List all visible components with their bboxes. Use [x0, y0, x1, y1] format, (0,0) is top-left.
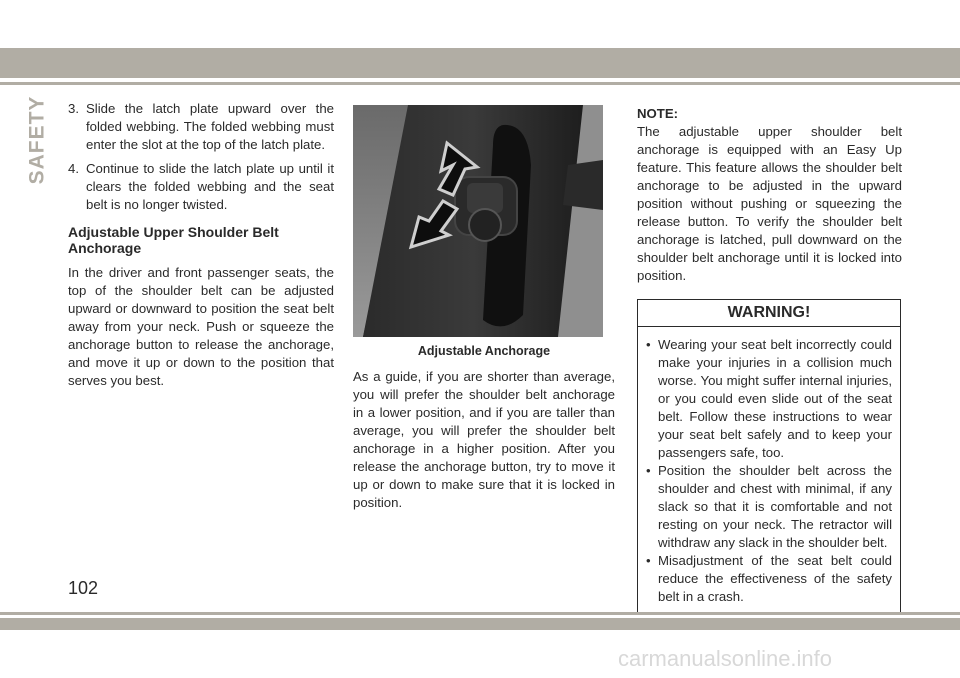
- step-text: Continue to slide the latch plate up until it clears the folded webbing and the seat belt is no longer twisted.: [86, 161, 334, 212]
- column-right: [637, 105, 902, 615]
- intro-paragraph: In the driver and front passenger seats, the top of the shoulder belt can be adjusted upward or downward to position the seat belt away from your neck. Push or squeeze the anchorage button to release the anchorage, and move it up or down to the position that serves you best.: [68, 265, 334, 388]
- footer-band: [0, 618, 960, 630]
- warning-item: [646, 552, 892, 606]
- step-number: 3.: [68, 101, 79, 116]
- step-number: 4.: [68, 161, 79, 176]
- column-left: [68, 100, 334, 390]
- section-tab: [25, 95, 48, 185]
- section-heading: Adjustable Upper Shoulder Belt Anchorage: [68, 224, 279, 256]
- column-middle: [353, 105, 615, 512]
- warning-item-text: Position the shoulder belt across the shoulder and chest with minimal, if any slack so that it is comfortable and not resting on your neck. The retractor will withdraw any slack in the shoulder belt.: [658, 463, 892, 550]
- header-band: [0, 48, 960, 78]
- anchorage-illustration: [353, 105, 603, 337]
- warning-item: [646, 462, 892, 552]
- bullet-icon: •: [646, 337, 651, 352]
- figure-caption: Adjustable Anchorage: [417, 344, 551, 358]
- watermark: carmanualsonline.info: [618, 646, 833, 671]
- footer-rule: [0, 612, 960, 615]
- bullet-icon: •: [646, 463, 651, 478]
- warning-title: WARNING!: [638, 300, 900, 327]
- step-item: [68, 100, 334, 154]
- warning-item-text: Misadjustment of the seat belt could reduce the effectiveness of the safety belt in a crash.: [658, 553, 892, 604]
- bullet-icon: •: [646, 553, 651, 568]
- guide-paragraph: As a guide, if you are shorter than average, you will prefer the shoulder belt anchorage in a lower position, and if you are taller than average, you will prefer the shoulder belt anchorage in a higher position. After you release the anchorage button, try to move it up or down to make sure that it is locked in position.: [353, 369, 615, 510]
- note-label: NOTE:: [637, 106, 679, 121]
- section-tab-label: SAFETY: [25, 95, 48, 185]
- warning-list: [638, 327, 900, 614]
- anchorage-figure: [353, 105, 603, 337]
- step-item: [68, 160, 334, 214]
- warning-item: [646, 336, 892, 462]
- step-text: Slide the latch plate upward over the folded webbing. The folded webbing must enter the slot at the top of the latch plate.: [86, 101, 334, 152]
- warning-item-text: Wearing your seat belt incorrectly could make your injuries in a collision much worse. You might suffer internal injuries, or you could even slide out of the seat belt. Follow these instructions to wear your seat belt safely and to keep your passengers safe, too.: [658, 337, 892, 460]
- header-rule: [0, 82, 960, 85]
- note-text: The adjustable upper shoulder belt anchorage is equipped with an Easy Up feature. This feature allows the shoulder belt anchorage to be adjusted in the upward position without pushing or squeezing the release button. To verify the shoulder belt anchorage is latched, pull downward on the shoulder belt anchorage until it is locked into position.: [637, 124, 902, 283]
- warning-box: [637, 299, 901, 615]
- page-number: 102: [68, 578, 99, 598]
